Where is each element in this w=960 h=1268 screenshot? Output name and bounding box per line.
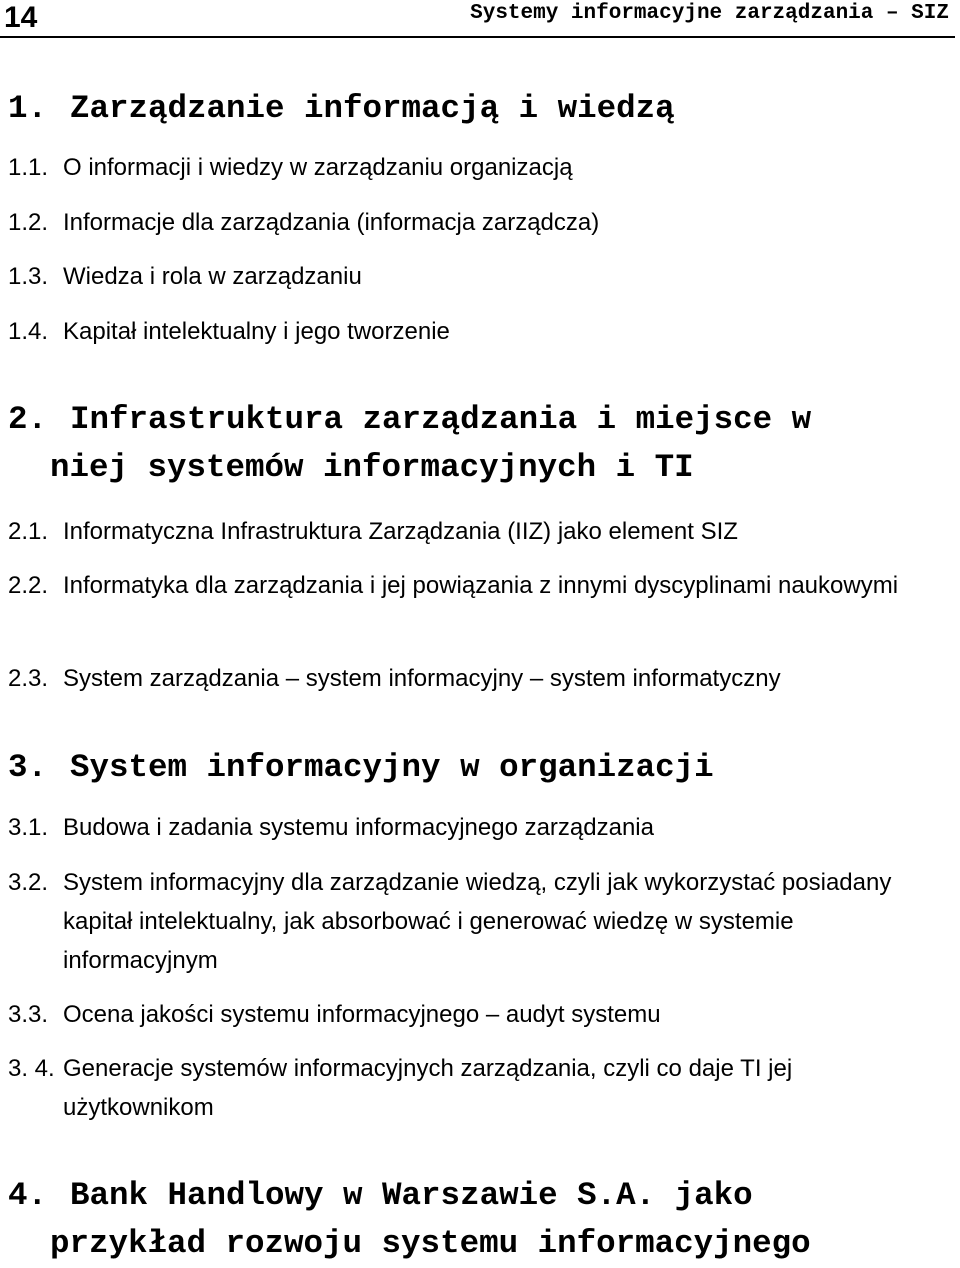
section-3-4 xyxy=(8,1049,924,1127)
section-title: Informacje dla zarządzania (informacja zarządcza) xyxy=(63,209,600,236)
section-title: Informatyczna Infrastruktura Zarządzania (IIZ) jako element SIZ xyxy=(63,518,738,545)
section-number: 2.3. xyxy=(8,665,49,692)
chapter-title-line-1: Infrastruktura zarządzania i miejsce w xyxy=(70,401,812,438)
section-number: 1.4. xyxy=(8,318,49,345)
running-header xyxy=(0,0,955,38)
section-title: System informacyjny dla zarządzanie wiedzą, czyli jak wykorzystać posiadany kapitał intelektualny, jak absorbować i generować wiedzę w systemie informacyjnym xyxy=(63,869,892,974)
section-number: 2.1. xyxy=(8,518,49,545)
section-title: Informatyka dla zarządzania i jej powiązania z innymi dyscyplinami naukowymi xyxy=(63,572,899,599)
section-number: 3.1. xyxy=(8,814,49,841)
book-title: Systemy informacyjne zarządzania – SIZ xyxy=(470,2,949,25)
section-2-2 xyxy=(8,566,924,605)
chapter-title-line-2: niej systemów informacyjnych i TI xyxy=(50,449,694,486)
chapter-2-heading xyxy=(8,396,811,492)
chapter-number: 1. xyxy=(8,90,48,127)
chapter-number: 2. xyxy=(8,401,48,438)
chapter-number: 3. xyxy=(8,749,48,786)
chapter-title-line-2: przykład rozwoju systemu informacyjnego xyxy=(50,1225,811,1262)
section-title: O informacji i wiedzy w zarządzaniu organizacją xyxy=(63,154,573,181)
section-title: System zarządzania – system informacyjny – system informatyczny xyxy=(63,665,781,692)
section-number: 3.2. xyxy=(8,869,49,896)
chapter-title: Zarządzanie informacją i wiedzą xyxy=(70,90,675,127)
section-2-3 xyxy=(8,659,924,698)
page-number: 14 xyxy=(4,1,38,34)
section-number: 1.3. xyxy=(8,263,49,290)
section-number: 3.3. xyxy=(8,1001,49,1028)
section-3-2 xyxy=(8,863,924,980)
section-1-1 xyxy=(8,148,924,187)
chapter-4-heading xyxy=(8,1172,811,1268)
section-number: 3. 4. xyxy=(8,1055,55,1082)
section-number: 1.1. xyxy=(8,154,49,181)
section-title: Ocena jakości systemu informacyjnego – audyt systemu xyxy=(63,1001,661,1028)
section-3-3 xyxy=(8,995,924,1034)
section-1-4 xyxy=(8,312,924,351)
section-title: Budowa i zadania systemu informacyjnego zarządzania xyxy=(63,814,654,841)
section-number: 2.2. xyxy=(8,572,49,599)
section-title: Generacje systemów informacyjnych zarządzania, czyli co daje TI jej użytkownikom xyxy=(63,1055,793,1121)
section-1-2 xyxy=(8,203,924,242)
chapter-title: System informacyjny w organizacji xyxy=(70,749,714,786)
section-title: Kapitał intelektualny i jego tworzenie xyxy=(63,318,450,345)
section-2-1 xyxy=(8,512,924,551)
chapter-3-heading xyxy=(8,744,714,792)
chapter-title-line-1: Bank Handlowy w Warszawie S.A. jako xyxy=(70,1177,753,1214)
section-title: Wiedza i rola w zarządzaniu xyxy=(63,263,362,290)
section-3-1 xyxy=(8,808,924,847)
section-1-3 xyxy=(8,257,924,296)
chapter-number: 4. xyxy=(8,1177,48,1214)
section-number: 1.2. xyxy=(8,209,49,236)
chapter-1-heading xyxy=(8,85,675,133)
